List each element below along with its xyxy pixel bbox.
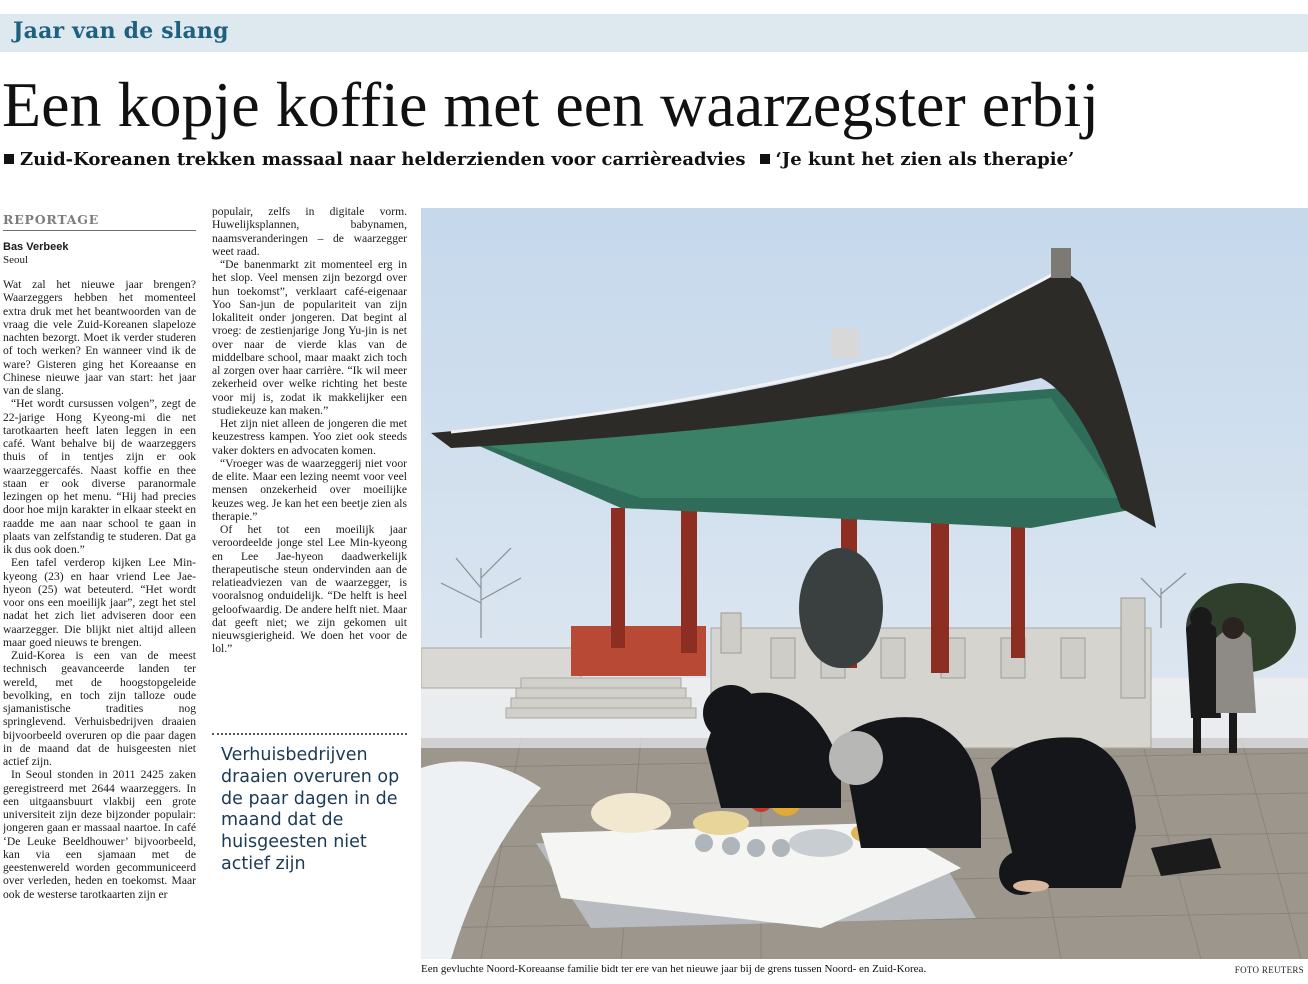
paragraph: Een tafel verderop kijken Lee Min-kyeong (23) en haar vriend Lee Jae-hyeon (25) wat beteuterd. “Het wordt voor ons een moeilijk jaar”, zegt het stel nadat het zich liet adviseren door een waarzegger. Die blijkt niet altijd alleen maar goed nieuws te brengen. xyxy=(3,556,196,649)
paragraph: Het zijn niet alleen de jongeren die met keuzestress kampen. Yoo ziet ook steeds vaker dokters en advocaten komen. xyxy=(212,417,407,457)
paragraph: populair, zelfs in digitale vorm. Huwelijksplannen, babynamen, naamsveranderingen – de waarzegger weet raad. xyxy=(212,205,407,258)
article-column-1 xyxy=(3,212,196,981)
photo-credit: FOTO REUTERS xyxy=(1234,965,1304,975)
dotted-divider xyxy=(212,733,407,735)
bullet-square-icon xyxy=(760,154,770,164)
paragraph: Zuid-Korea is een van de meest technisch geavanceerde landen ter wereld, met de hoogstopgeleide bevolking, en toch zijn talloze oude sjamanistische tradities nog springlevend. Verhuisbedrijven draaien bijvoorbeeld overuren op die paar dagen in de maand dat de huisgeesten niet actief zijn. xyxy=(3,649,196,768)
roof-ornament xyxy=(831,328,859,358)
bullet-square-icon xyxy=(4,154,14,164)
subhead-1: Zuid-Koreanen trekken massaal naar helderzienden voor carrièreadvies xyxy=(20,149,746,170)
pull-quote: Verhuisbedrijven draaien overuren op de paar dagen in de maand dat de huisgeesten niet actief zijn xyxy=(221,745,400,874)
headline: Een kopje koffie met een waarzegster erbij xyxy=(2,69,1099,140)
paragraph: “Het wordt cursussen volgen”, zegt de 22-jarige Hong Kyeong-mi die net tarotkaarten heeft laten leggen in een café. Want behalve bij de waarzeggers thuis of in tentjes zijn er ook waarzeggercafés. Naast koffie en thee staan er ook diverse paranormale lezingen op het menu. “Hij had precies door hoe mijn karakter in elkaar steekt en raadde me aan naar school te gaan in plaats van zelfstandig te studeren. Dat ga ik dus ook doen.” xyxy=(3,397,196,556)
paragraph: Wat zal het nieuwe jaar brengen? Waarzeggers hebben het momenteel extra druk met het beantwoorden van de vraag die vele Zuid-Koreanen slapeloze nachten bezorgt. Moet ik verder studeren of toch werken? En wanneer vind ik de ware? Gisteren ging het Koreaanse en Chinese nieuwe jaar van start: het jaar van de slang. xyxy=(3,278,196,397)
photo-caption: Een gevluchte Noord-Koreaanse familie bidt ter ere van het nieuwe jaar bij de grens tussen Noord- en Zuid-Korea. xyxy=(421,963,927,975)
paragraph: In Seoul stonden in 2011 2425 zaken geregistreerd met 2644 waarzeggers. In een uitgaansbuurt vlakbij een grote universiteit zijn deze bijzonder populair: jongeren gaan er massaal naartoe. In café ‘De Leuke Beeldhouwer’ bijvoorbeeld, kan via een sjamaan met de geestenwereld worden gecommuniceerd over verleden, heden en toekomst. Maar ook de westerse tarotkaarten zijn er xyxy=(3,768,196,901)
author-byline: Bas Verbeek xyxy=(3,241,69,253)
paragraph: “Vroeger was de waarzeggerij niet voor de elite. Maar een lezing neemt voor veel mensen onzekerheid over moeilijke keuzes weg. Je kan het een beetje zien als therapie.” xyxy=(212,456,407,523)
body-text-column-2 xyxy=(212,205,407,717)
paragraph: “De banenmarkt zit momenteel erg in het slop. Veel mensen zijn bezorgd over hun toekomst”, verklaart café-eigenaar Yoo San-jun de populariteit van zijn lokaliteit onder jongeren. Dat begint al vroeg: de zestienjarige Jong Yu-jin is net over naar de vierde klas van de middelbare school, maar maakt zich toch al zorgen over haar carrière. “Ik wil meer zekerheid over welke richting het beste voor mij is, zodat ik makkelijker een studiekeuze kan maken.” xyxy=(212,258,407,417)
paragraph: Of het tot een moeilijk jaar veroordeelde jonge stel Lee Min-kyeong en Lee Jae-hyeon daadwerkelijk therapeutische steun ondervinden aan de relatieadviezen van de waarzegger, is vooralsnog onduidelijk. “De helft is heel geloofwaardig. De andere helft niet. Maar dat geeft niet; we zijn gekomen uit nieuwsgierigheid. We doen het voor de lol.” xyxy=(212,523,407,656)
dateline: Seoul xyxy=(3,254,29,266)
pavilion-photo-illustration xyxy=(421,208,1308,959)
bell xyxy=(799,548,883,668)
body-text-column-1 xyxy=(3,278,196,981)
section-rubric: Jaar van de slang xyxy=(13,18,229,44)
article-column-2 xyxy=(212,205,407,717)
section-label: REPORTAGE xyxy=(3,212,196,231)
subheadline xyxy=(4,149,1304,170)
article-photo xyxy=(421,208,1308,959)
subhead-2: ‘Je kunt het zien als therapie’ xyxy=(775,149,1075,170)
